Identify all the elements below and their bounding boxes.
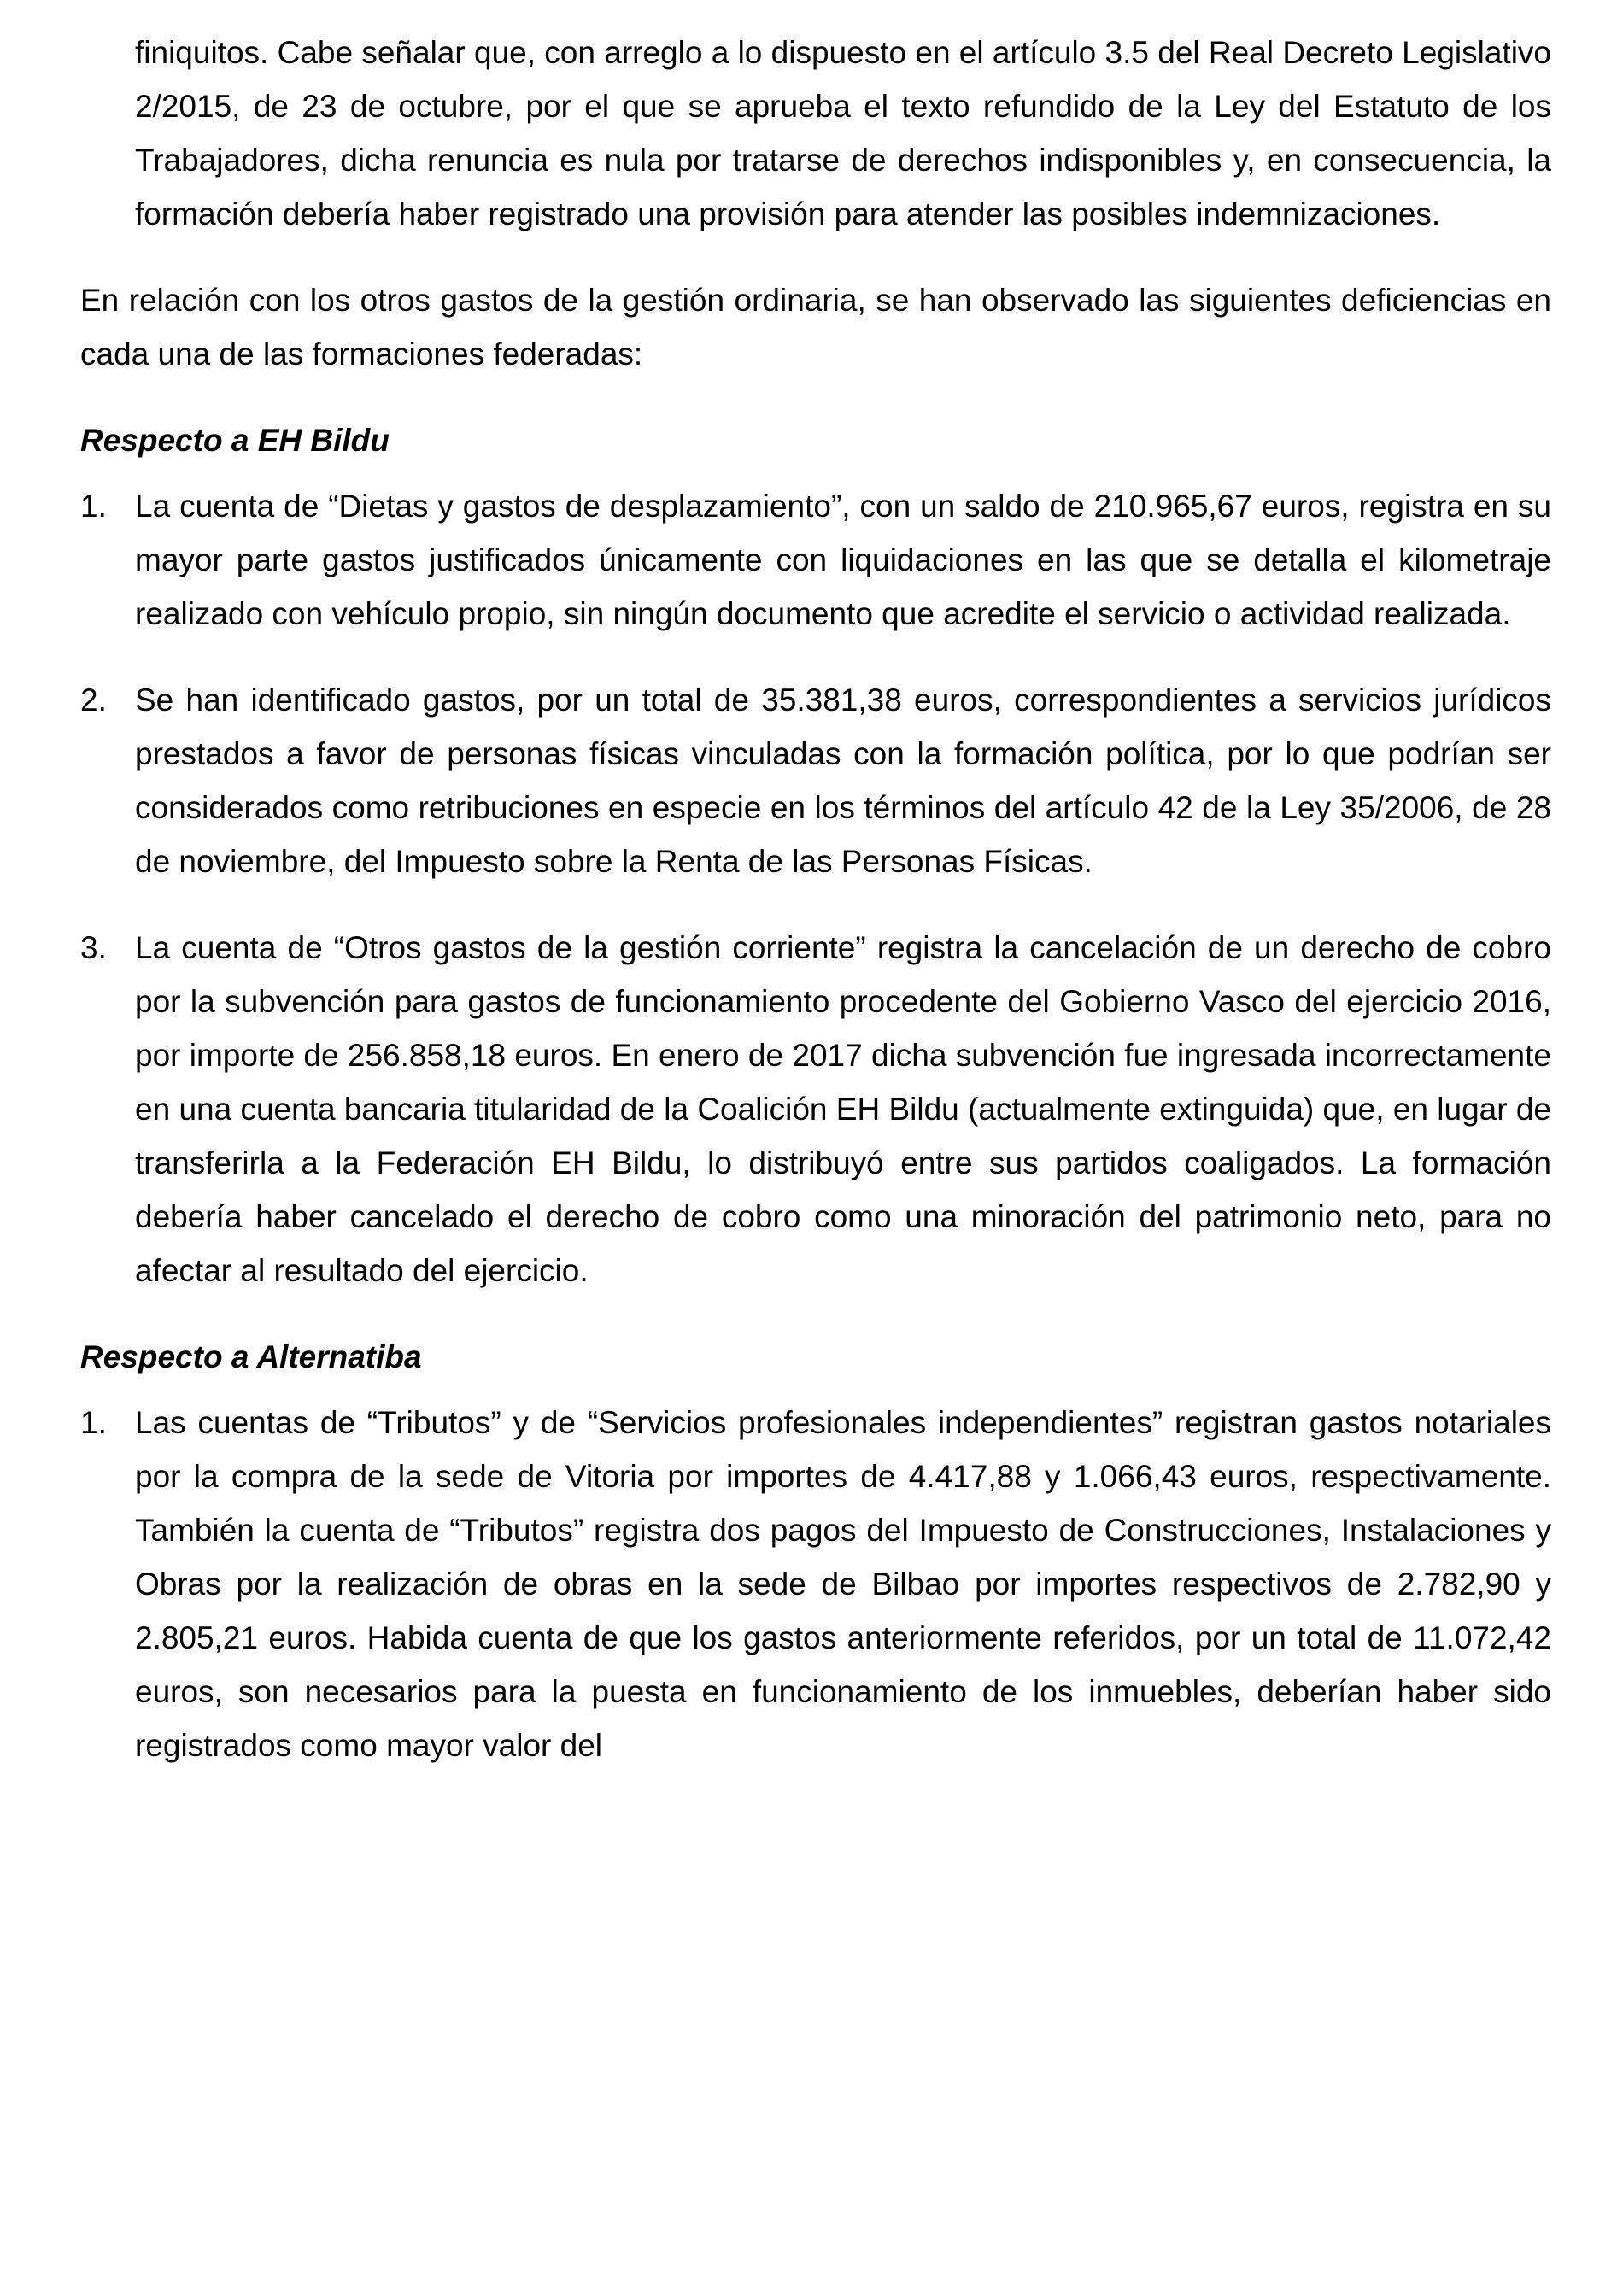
list-item — [80, 921, 1551, 1297]
list-item-text: La cuenta de “Dietas y gastos de desplazamiento”, con un saldo de 210.965,67 euros, registra en su mayor parte gastos justificados únicamente con liquidaciones en las que se detalla el kilometraje realizado con vehículo propio, sin ningún documento que acredite el servicio o actividad realizada. — [135, 489, 1551, 631]
list-item-number: 3. — [80, 930, 107, 965]
intro-paragraph: En relación con los otros gastos de la gestión ordinaria, se han observado las siguientes deficiencias en cada una de las formaciones federadas: — [80, 283, 1551, 372]
list-item — [80, 673, 1551, 888]
list-item-text: Las cuentas de “Tributos” y de “Servicios profesionales independientes” registran gastos notariales por la compra de la sede de Vitoria por importes de 4.417,88 y 1.066,43 euros, respectivamente. También la cuenta de “Tributos” registra dos pagos del Impuesto de Construcciones, Instalaciones y Obras por la realización de obras en la sede de Bilbao por importes respectivos de 2.782,90 y 2.805,21 euros. Habida cuenta de que los gastos anteriormente referidos, por un total de 11.072,42 euros, son necesarios para la puesta en funcionamiento de los inmuebles, deberían haber sido registrados como mayor valor del — [135, 1405, 1551, 1763]
section-heading-eh-bildu: Respecto a EH Bildu — [80, 423, 390, 458]
list-item — [80, 479, 1551, 641]
opening-paragraph: finiquitos. Cabe señalar que, con arreglo a lo dispuesto en el artículo 3.5 del Real Decreto Legislativo 2/2015, de 23 de octubre, por el que se aprueba el texto refundido de la Ley del Estatuto de los Trabajadores, dicha renuncia es nula por tratarse de derechos indisponibles y, en consecuencia, la formación debería haber registrado una provisión para atender las posibles indemnizaciones. — [135, 35, 1551, 231]
section-heading-alternatiba: Respecto a Alternatiba — [80, 1339, 422, 1374]
document-page — [80, 26, 1551, 1772]
list-item-text: Se han identificado gastos, por un total de 35.381,38 euros, correspondientes a servicios jurídicos prestados a favor de personas físicas vinculadas con la formación política, por lo que podrían ser considerados como retribuciones en especie en los términos del artículo 42 de la Ley 35/2006, de 28 de noviembre, del Impuesto sobre la Renta de las Personas Físicas. — [135, 682, 1551, 879]
list-item — [80, 1396, 1551, 1772]
eh-bildu-list — [80, 479, 1551, 1297]
list-item-number: 1. — [80, 1405, 107, 1440]
alternatiba-list — [80, 1396, 1551, 1772]
list-item-text: La cuenta de “Otros gastos de la gestión corriente” registra la cancelación de un derecho de cobro por la subvención para gastos de funcionamiento procedente del Gobierno Vasco del ejercicio 2016, por importe de 256.858,18 euros. En enero de 2017 dicha subvención fue ingresada incorrectamente en una cuenta bancaria titularidad de la Coalición EH Bildu (actualmente extinguida) que, en lugar de transferirla a la Federación EH Bildu, lo distribuyó entre sus partidos coaligados. La formación debería haber cancelado el derecho de cobro como una minoración del patrimonio neto, para no afectar al resultado del ejercicio. — [135, 930, 1551, 1288]
list-item-number: 1. — [80, 489, 107, 524]
list-item-number: 2. — [80, 682, 107, 718]
